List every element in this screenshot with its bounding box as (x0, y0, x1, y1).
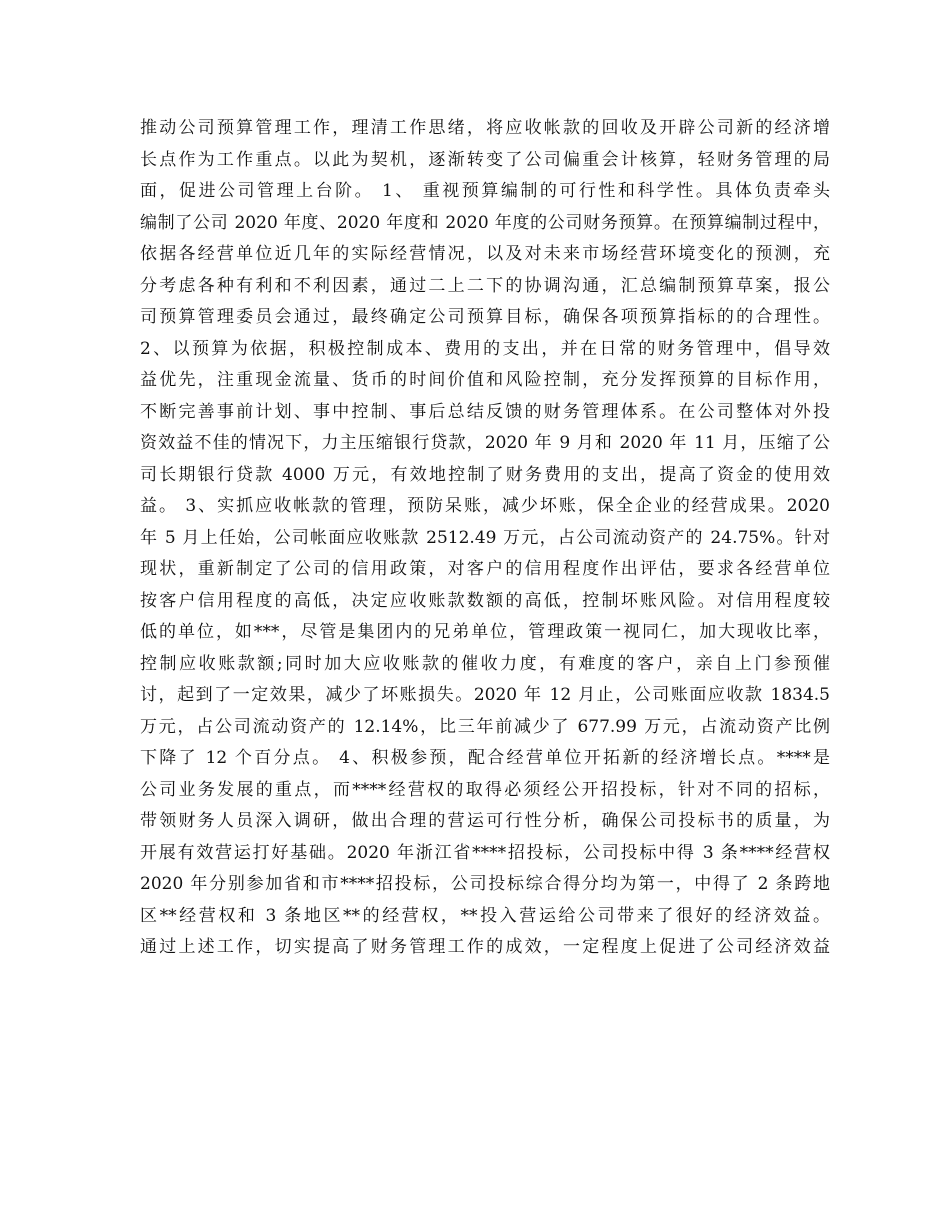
text-line: 万元，占公司流动资产的 12.14%，比三年前减少了 677.99 万元，占流动资产比例 (140, 716, 830, 737)
text-line: 下降了 12 个百分点。 4、积极参预，配合经营单位开拓新的经济增长点。****是 (140, 748, 830, 768)
text-line: 面，促进公司管理上台阶。 1、 重视预算编制的可行性和科学性。具体负责牵头 (140, 181, 830, 201)
text-line: 益优先，注重现金流量、货币的时间价值和风险控制，充分发挥预算的目标作用， (140, 370, 830, 390)
document-body (140, 113, 830, 964)
text-line: 司预算管理委员会通过，最终确定公司预算目标，确保各项预算指标的的合理性。 (140, 307, 830, 327)
text-line: 年 5 月上任始，公司帐面应收账款 2512.49 万元，占公司流动资产的 24.75%。针对 (140, 527, 830, 548)
text-line: 2020 年分别参加省和市****招投标，公司投标综合得分均为第一，中得了 2 条跨地 (140, 874, 830, 894)
text-line: 编制了公司 2020 年度、2020 年度和 2020 年度的公司财务预算。在预算编制过程中， (140, 212, 830, 233)
text-line: 益。 3、实抓应收帐款的管理，预防呆账，减少坏账，保全企业的经营成果。2020 (140, 496, 830, 516)
text-line: 讨，起到了一定效果，减少了坏账损失。2020 年 12 月止，公司账面应收款 1834.5 (140, 685, 830, 705)
text-line: 开展有效营运打好基础。2020 年浙江省****招投标，公司投标中得 3 条****经营权 (140, 842, 830, 863)
text-line: 带领财务人员深入调研，做出合理的营运可行性分析，确保公司投标书的质量，为 (140, 811, 830, 831)
text-line: 依据各经营单位近几年的实际经营情况，以及对未来市场经营环境变化的预测，充 (140, 244, 830, 264)
text-line: 司长期银行贷款 4000 万元，有效地控制了财务费用的支出，提高了资金的使用效 (140, 464, 830, 485)
text-line: 长点作为工作重点。以此为契机，逐渐转变了公司偏重会计核算，轻财务管理的局 (140, 149, 830, 170)
text-line: 现状，重新制定了公司的信用政策，对客户的信用程度作出评估，要求各经营单位 (140, 559, 830, 579)
text-line: 资效益不佳的情况下，力主压缩银行贷款，2020 年 9 月和 2020 年 11 月，压缩了公 (140, 433, 830, 453)
text-line: 控制应收账款额;同时加大应收账款的催收力度，有难度的客户，亲自上门参预催 (140, 653, 830, 674)
text-line: 推动公司预算管理工作，理清工作思绪，将应收帐款的回收及开辟公司新的经济增 (140, 118, 830, 138)
text-line: 2、以预算为依据，积极控制成本、费用的支出，并在日常的财务管理中，倡导效 (140, 338, 830, 359)
text-line: 公司业务发展的重点，而****经营权的取得必须经公开招投标，针对不同的招标， (140, 779, 830, 800)
text-line: 分考虑各种有利和不利因素，通过二上二下的协调沟通，汇总编制预算草案，报公 (140, 275, 830, 296)
text-line: 区**经营权和 3 条地区**的经营权，**投入营运给公司带来了很好的经济效益。 (140, 905, 830, 926)
text-line: 按客户信用程度的高低，决定应收账款数额的高低，控制坏账风险。对信用程度较 (140, 590, 830, 611)
text-line: 低的单位，如***，尽管是集团内的兄弟单位，管理政策一视同仁，加大现收比率， (140, 622, 830, 642)
text-line: 不断完善事前计划、事中控制、事后总结反馈的财务管理体系。在公司整体对外投 (140, 401, 830, 422)
text-line: 通过上述工作，切实提高了财务管理工作的成效，一定程度上促进了公司经济效益 (140, 937, 830, 957)
